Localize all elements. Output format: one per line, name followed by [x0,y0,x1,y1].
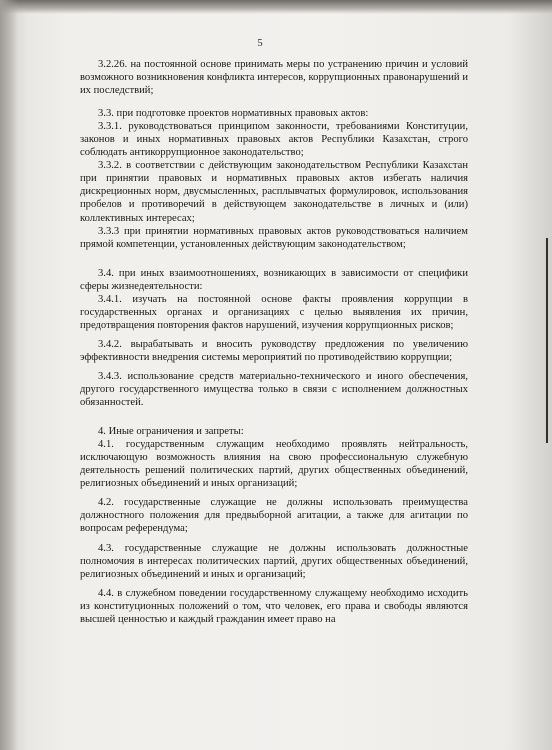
scan-top-shadow [0,0,552,14]
paragraph: 4.4. в служебном поведении государственному служащему необходимо исходить из конституционных положений о том, что человек, его права и свободы являются высшей ценностью и каждый гражданин имеет право на [80,587,468,625]
paragraph: 4.3. государственные служащие не должны использовать должностные полномочия в интересах политических партий, других общественных объединений, религиозных объединений и иных и организаций; [80,542,468,580]
scan-edge-line [546,238,548,443]
page-number: 5 [257,38,263,49]
paragraph: 3.2.26. на постоянной основе принимать меры по устранению причин и условий возможного возникновения конфликта интересов, коррупционных правонарушений и их последствий; [80,59,468,97]
scan-binding-shadow [0,0,18,750]
paragraph: 3.3.1. руководствоваться принципом законности, требованиями Конституции, законов и иных нормативных правовых актов Республики Казахстан, строго соблюдать антикоррупционное законодательство; [80,121,468,159]
paragraph: 4.1. государственным служащим необходимо проявлять нейтральность, исключающую возможность влияния на свою профессиональную служебную деятельность решений политических партий, других общественных объединений, религиозных объединений и иных организаций; [80,439,468,490]
paragraph: 3.3. при подготовке проектов нормативных правовых актов: [98,108,369,120]
paragraph: 3.4.1. изучать на постоянной основе факты проявления коррупции в государственных органах и организациях с целью выявления их причин, предотвращения повторения фактов нарушений, изучения коррупционных рисков; [80,293,468,331]
paragraph: 3.4.2. вырабатывать и вносить руководству предложения по увеличению эффективности внедрения системы мероприятий по противодействию коррупции; [80,338,468,363]
paragraph: 4.2. государственные служащие не должны использовать преимущества должностного положения для предвыборной агитации, а также для агитации по вопросам референдума; [80,497,468,535]
paragraph: 4. Иные ограничения и запреты: [98,426,244,438]
document-body [80,58,468,626]
paragraph: 3.4.3. использование средств материально-технического и иного обеспечения, другого государственного имущества только в связи с исполнением должностных обязанностей. [80,370,468,409]
paragraph: 3.3.2. в соответствии с действующим законодательством Республики Казахстан при принятии правовых и нормативных правовых актов избегать наличия дискреционных норм, двусмысленных, расплывчатых формулировок, использования пробелов и противоречий в действующем законодательстве в личных и (или) коллективных интересах; [80,160,468,224]
paragraph: 3.3.3 при принятии нормативных правовых актов руководствоваться наличием прямой компетенции, установленных действующим законодательством; [80,225,468,250]
paragraph: 3.4. при иных взаимоотношениях, возникающих в зависимости от специфики сферы жизнедеятельности: [80,267,468,292]
